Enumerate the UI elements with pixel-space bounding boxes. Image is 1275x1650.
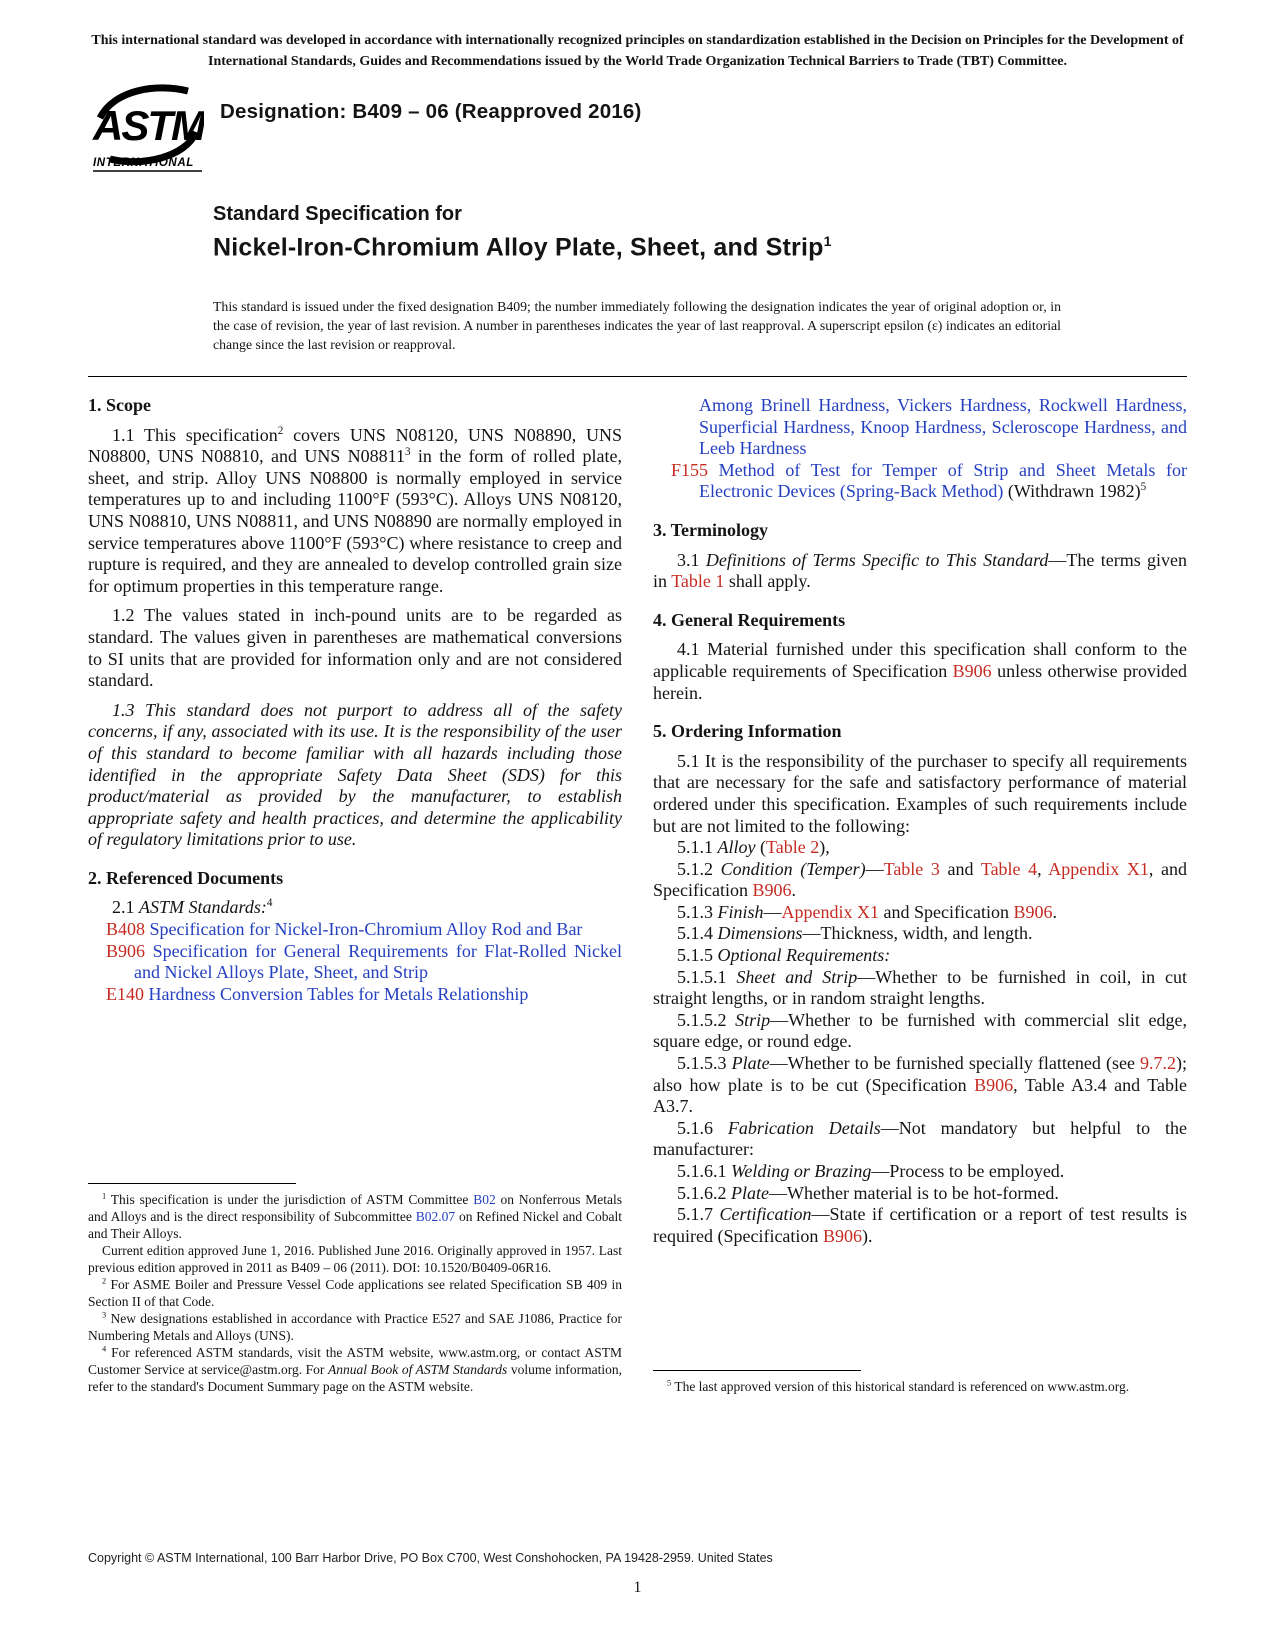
text-run: 5. Ordering Information: [653, 721, 842, 742]
para-1-1: [88, 425, 622, 598]
para-5-1-3: [653, 902, 1187, 924]
text-run: Condition (Temper): [720, 858, 866, 879]
document-title-text: Nickel-Iron-Chromium Alloy Plate, Sheet, and Strip: [213, 233, 824, 262]
text-run: For ASME Boiler and Pressure Vessel Code applications see related Specification SB 409 in Section II of that Code.: [88, 1277, 622, 1309]
para-5-1-2: [653, 859, 1187, 902]
right-footnotes: [653, 1370, 1187, 1395]
text-run: —Not mandatory but helpful to the manufacturer:: [653, 1117, 1188, 1160]
right-column-text: [653, 395, 1187, 1247]
text-run: Welding or Brazing: [731, 1161, 872, 1181]
text-run: 5.1.6: [677, 1117, 728, 1138]
doc-link[interactable]: F155: [671, 459, 709, 480]
text-run: Fabrication Details: [727, 1117, 881, 1138]
text-run: 2.1: [112, 897, 139, 918]
text-run: 5.1.1: [677, 837, 718, 858]
text-run: and: [939, 858, 981, 879]
text-run: —Whether to be furnished with commercial slit edge, square edge, or round edge.: [653, 1009, 1187, 1052]
text-run: 2. Referenced Documents: [88, 867, 284, 888]
astm-logo-graphic: [92, 82, 204, 174]
para-1-2: [88, 605, 622, 691]
text-run: Strip: [735, 1009, 771, 1030]
doc-link[interactable]: Specification for General Requirements for Flat-Rolled Nickel and Nickel Alloys Plate, Sheet, and Strip: [134, 940, 622, 983]
doc-link[interactable]: Method of Test for Temper of Strip and Sheet Metals for Electronic Devices (Spring-Back Method): [699, 459, 1187, 502]
text-run: 5.1.5.2: [677, 1009, 736, 1030]
text-run: Current edition approved June 1, 2016. Published June 2016. Originally approved in 1957. Last previous edition approved in 2011 as B409 – 06 (2011). DOI: 10.1520/B0409-06R16.: [88, 1243, 622, 1275]
text-run: —Whether material is to be hot-formed.: [769, 1182, 1059, 1203]
para-5-1: [653, 751, 1187, 837]
text-run: —The terms given in: [653, 549, 1188, 592]
para-5-1-6-2: [653, 1183, 1187, 1205]
text-run: 4.1 Material furnished under this specification shall conform to the applicable requirements of Specification: [653, 639, 1187, 681]
astm-logo: [92, 82, 204, 179]
text-run: 3. Terminology: [653, 519, 769, 540]
text-run: 5.1.5: [677, 945, 718, 966]
doc-link[interactable]: E140: [106, 983, 144, 1004]
terminology-heading: [653, 520, 1187, 542]
para-5-1-5-1: [653, 967, 1187, 1010]
footnote-3: [88, 1310, 622, 1344]
text-run: in the form of rolled plate, sheet, and strip. Alloy UNS N08800 is normally employed in service temperatures up to and including 1100°F (593°C). Alloys UNS N08120, UNS N08810, UNS N08811, and UNS N08890 are normally employed in service temperatures above 1100°F (593°C) where resistance to creep and rupture is required, and they are annealed to develop controlled grain size for optimum properties in this temperature range.: [88, 446, 622, 596]
text-run: ),: [819, 837, 830, 858]
copyright-line: Copyright © ASTM International, 100 Barr Harbor Drive, PO Box C700, West Conshohocken, PA 19428-2959. United States: [88, 1551, 773, 1565]
text-run: ASTM Standards:: [139, 897, 267, 918]
right-column: [653, 395, 1187, 1395]
doc-link[interactable]: Table 2: [766, 837, 820, 858]
ref-b408: [88, 919, 622, 941]
text-run: Optional Requirements:: [717, 945, 891, 966]
text-run: —: [763, 901, 782, 922]
ref-e140: [88, 984, 622, 1006]
para-1-3: [88, 700, 622, 851]
text-run: New designations established in accordance with Practice E527 and SAE J1086, Practice for Numbering Metals and Alloys (UNS).: [88, 1311, 622, 1343]
doc-link[interactable]: Appendix X1: [781, 901, 880, 922]
text-run: on Refined Nickel and Cobalt and Their Alloys.: [88, 1209, 622, 1241]
ref-f155: [653, 460, 1187, 503]
referenced-documents-heading: [88, 868, 622, 890]
text-run: 3.1: [677, 549, 706, 570]
text-run: Plate: [731, 1182, 769, 1203]
right-footnote-text: [653, 1378, 1187, 1395]
footnote-edition: [88, 1242, 622, 1276]
header-divider: [88, 376, 1187, 377]
doc-link[interactable]: B408: [106, 919, 146, 940]
text-run: —State if certification or a report of test results is required (Specification: [653, 1204, 1188, 1246]
text-run: unless otherwise provided herein.: [653, 660, 1187, 703]
para-4-1: [653, 639, 1187, 704]
left-footnote-text: [88, 1191, 622, 1395]
footnote-marker: 2: [277, 424, 284, 437]
text-run: —Process to be employed.: [871, 1161, 1065, 1181]
text-run: (Withdrawn 1982): [1007, 481, 1141, 502]
text-run: —Whether to be furnished specially flattened (see: [769, 1053, 1141, 1074]
text-run: 1.2 The values stated in inch-pound units are to be regarded as standard. The values given in parentheses are mathematical conversions to SI units that are provided for information only and are not considered standard.: [88, 605, 622, 691]
para-5-1-1: [653, 837, 1187, 859]
text-run: 5.1.6.2: [677, 1182, 731, 1203]
para-5-1-5: [653, 945, 1187, 967]
ordering-information-heading: [653, 721, 1187, 743]
text-run: —Thickness, width, and length.: [802, 923, 1033, 944]
footnote-marker: 4: [102, 1344, 107, 1354]
text-run: 5.1.2: [677, 858, 721, 879]
doc-link[interactable]: Among Brinell Hardness, Vickers Hardness, Rockwell Hardness, Superficial Hardness, Knoop Hardness, Scleroscope Hardness, and Leeb Hardness: [699, 395, 1187, 459]
footnote-marker: 1: [102, 1191, 107, 1201]
text-run: .: [1052, 901, 1057, 922]
text-run: Finish: [717, 901, 764, 922]
doc-link[interactable]: B02: [473, 1192, 496, 1207]
text-run: Definitions of Terms Specific to This Standard: [705, 549, 1049, 570]
text-run: ).: [861, 1225, 873, 1246]
footnote-marker: 3: [404, 446, 411, 459]
title-footnote-marker: 1: [823, 233, 832, 249]
ref-e140-continued: [653, 395, 1187, 460]
text-run: —Whether to be furnished in coil, in cut straight lengths, or in random straight lengths.: [653, 966, 1188, 1009]
text-run: 1. Scope: [88, 395, 151, 415]
text-run: 5.1.3: [677, 901, 718, 922]
text-run: The last approved version of this historical standard is referenced on www.astm.org.: [671, 1379, 1130, 1394]
text-run: 5.1.7: [677, 1204, 720, 1225]
text-run: ,: [1037, 858, 1049, 879]
para-2-1: [88, 897, 622, 919]
text-run: covers UNS N08120, UNS N08890, UNS N08800, UNS N08810, and UNS N08811: [88, 424, 622, 467]
text-run: , and Specification: [653, 858, 1188, 901]
footnote-2: [88, 1276, 622, 1310]
para-5-1-5-3: [653, 1053, 1187, 1118]
text-run: 5.1.4: [677, 923, 718, 944]
text-run: Plate: [731, 1053, 770, 1074]
text-run: ); also how plate is to be cut (Specification: [653, 1053, 1188, 1095]
logo-wordmark: ASTM: [93, 102, 204, 149]
text-run: , Table A3.4 and Table A3.7.: [653, 1074, 1187, 1117]
doc-link[interactable]: B906: [752, 880, 792, 901]
doc-link[interactable]: B906: [974, 1074, 1014, 1095]
text-run: 5.1.5.3: [677, 1053, 732, 1074]
text-run: —: [865, 858, 884, 879]
title-block: [213, 203, 832, 262]
general-requirements-heading: [653, 610, 1187, 632]
text-run: .: [791, 880, 796, 901]
issuance-note: This standard is issued under the fixed designation B409; the number immediately following the designation indicates the year of original adoption or, in the case of revision, the year of last revision. A number in parentheses indicates the year of last reapproval. A superscript epsilon (ε) indicates an editorial change since the last revision or reapproval.: [213, 299, 1061, 352]
footnote-4: [88, 1344, 622, 1395]
designation-line: Designation: B409 – 06 (Reapproved 2016): [220, 100, 642, 123]
doc-link[interactable]: Hardness Conversion Tables for Metals Relationship: [144, 983, 529, 1004]
text-run: This specification is under the jurisdiction of ASTM Committee: [106, 1192, 474, 1207]
doc-link[interactable]: B906: [952, 660, 992, 681]
doc-link[interactable]: Table 1: [671, 571, 725, 592]
footnote-divider: [88, 1183, 296, 1184]
para-5-1-6: [653, 1118, 1187, 1161]
text-run: 1.1 This specification: [112, 424, 278, 445]
text-run: on Nonferrous Metals and Alloys and is the direct responsibility of Subcommittee: [88, 1192, 622, 1224]
doc-link[interactable]: B906: [1013, 901, 1053, 922]
doc-link[interactable]: Appendix X1: [1048, 858, 1149, 879]
para-5-1-7: [653, 1204, 1187, 1247]
footnote-1: [88, 1191, 622, 1242]
para-3-1: [653, 550, 1187, 593]
footnote-marker: 5: [667, 1378, 672, 1388]
scope-heading: [88, 395, 622, 417]
left-footnotes: [88, 1183, 622, 1395]
para-5-1-6-1: [653, 1161, 1187, 1183]
footnote-divider: [653, 1370, 861, 1371]
doc-link[interactable]: 9.7.2: [1140, 1053, 1177, 1074]
ref-b906: [88, 941, 622, 984]
para-5-1-5-2: [653, 1010, 1187, 1053]
text-run: Annual Book of ASTM Standards: [327, 1362, 508, 1377]
doc-link[interactable]: Table 4: [980, 858, 1038, 879]
brand-row: [92, 82, 642, 179]
page-number: 1: [633, 1579, 642, 1596]
text-run: Certification: [719, 1204, 812, 1225]
text-run: and Specification: [879, 901, 1014, 922]
two-column-body: [88, 395, 1187, 1395]
text-run: For referenced ASTM standards, visit the ASTM website, www.astm.org, or contact ASTM Customer Service at service@astm.org. For: [88, 1345, 622, 1377]
title-kicker: Standard Specification for: [213, 203, 462, 225]
footnote-marker: 3: [102, 1310, 107, 1320]
footnote-marker: 5: [1140, 481, 1147, 494]
doc-link[interactable]: B906: [106, 940, 146, 961]
doc-link[interactable]: Table 3: [883, 858, 940, 879]
text-run: (: [755, 837, 766, 858]
text-run: Sheet and Strip: [736, 966, 858, 987]
footnote-marker: 4: [266, 897, 273, 910]
footnote-5: [653, 1378, 1187, 1395]
text-run: Alloy: [717, 837, 756, 858]
logo-subtitle: INTERNATIONAL: [93, 157, 194, 169]
doc-link[interactable]: B906: [822, 1225, 862, 1246]
doc-link[interactable]: B02.07: [415, 1209, 456, 1224]
text-run: 5.1.5.1: [677, 966, 737, 987]
text-run: shall apply.: [724, 571, 811, 592]
para-5-1-4: [653, 923, 1187, 945]
document-title: [213, 233, 832, 262]
text-run: volume information, refer to the standard's Document Summary page on the ASTM website.: [88, 1362, 623, 1394]
footnote-marker: 2: [102, 1276, 107, 1286]
left-column: [88, 395, 622, 1395]
doc-link[interactable]: Specification for Nickel-Iron-Chromium Alloy Rod and Bar: [145, 919, 583, 940]
text-run: 4. General Requirements: [653, 609, 846, 630]
left-column-text: [88, 395, 622, 1005]
text-run: Dimensions: [717, 923, 803, 944]
wto-disclaimer: This international standard was developed in accordance with internationally recognized principles on standardization established in the Decision on Principles for the Development of International Standards, Guides and Recommendations issued by the World Trade Organization Technical Barriers to Trade (TBT) Committee.: [91, 33, 1184, 69]
text-run: 5.1 It is the responsibility of the purchaser to specify all requirements that are necessary for the safe and satisfactory performance of material ordered under this specification. Examples of such requirements include but are not limited to the following:: [653, 750, 1187, 836]
text-run: 5.1.6.1: [677, 1161, 731, 1181]
text-run: 1.3 This standard does not purport to address all of the safety concerns, if any, associated with its use. It is the responsibility of the user of this standard to become familiar with all hazards including those identified in the appropriate Safety Data Sheet (SDS) for this product/material as provided by the manufacturer, to establish appropriate safety and health practices, and determine the applicability of regulatory limitations prior to use.: [88, 699, 622, 850]
